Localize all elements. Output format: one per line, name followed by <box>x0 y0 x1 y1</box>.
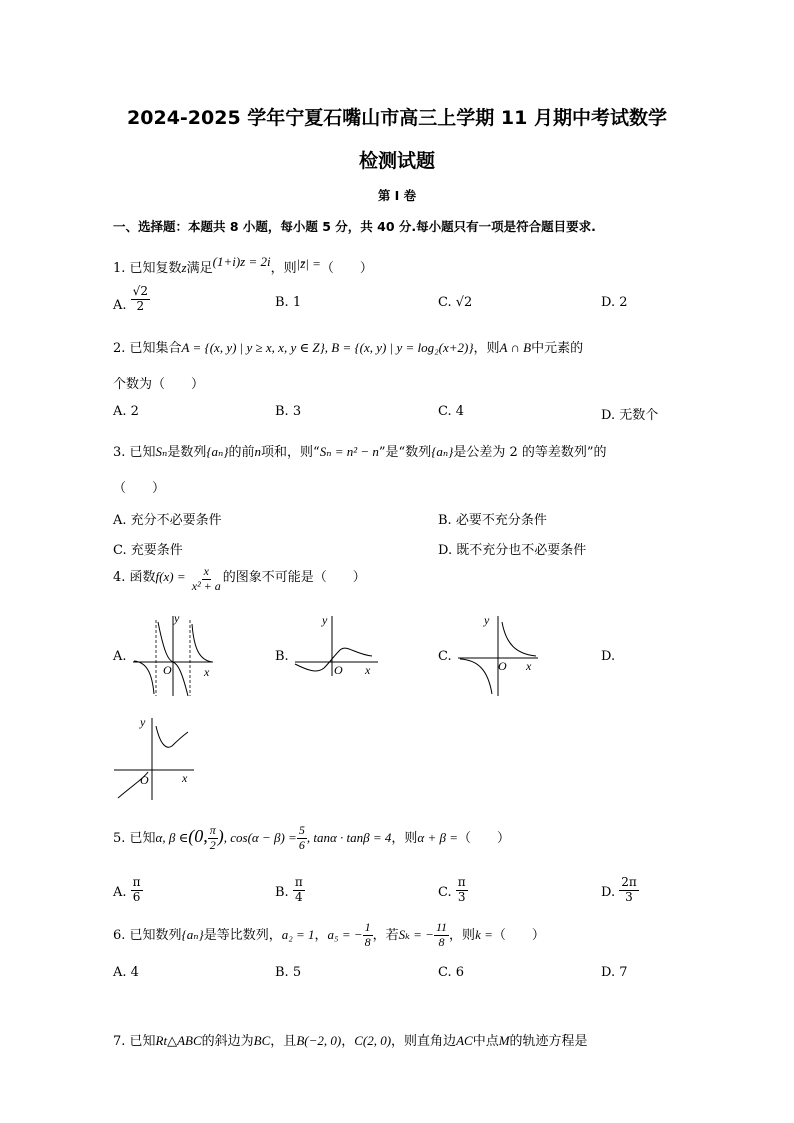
q1-option-a-frac <box>131 285 150 314</box>
q5-cos: , cos(α − β) = <box>223 829 297 845</box>
q5-paren: （ ） <box>457 830 510 846</box>
graph-b-y-label: y <box>322 613 328 627</box>
question-6 <box>113 921 545 950</box>
graph-d-x-label: x <box>182 771 188 785</box>
q4-graph-b <box>292 612 384 678</box>
q4-option-d[interactable]: D. <box>601 649 616 664</box>
q5-option-a-frac <box>131 876 143 905</box>
page-title-line2: 检测试题 <box>358 150 435 172</box>
q5-option-b-frac <box>293 876 305 905</box>
q7-text-b: 的斜边为 <box>201 1034 254 1049</box>
question-7 <box>113 1030 588 1049</box>
q2-option-b[interactable]: B. 3 <box>275 404 302 419</box>
q4-graph-c <box>454 612 546 698</box>
q7-text-e: ，则直角边 <box>391 1034 457 1049</box>
q6-text-d: ，若 <box>372 927 399 943</box>
q7-m: M <box>498 1033 510 1048</box>
q2-text-b: ，则 <box>473 341 500 356</box>
question-4 <box>113 565 366 594</box>
q2-line2: 个数为（ ） <box>113 377 205 392</box>
q5-interval-open: (0, <box>188 825 208 846</box>
q2-option-d[interactable]: D. 无数个 <box>601 408 659 423</box>
q4-text-b: 的图象不可能是（ ） <box>222 569 366 585</box>
q1-option-c-label: C. <box>438 295 452 310</box>
q1-text-a: 1. 已知复数 <box>113 261 182 276</box>
q2-formula-2: A ∩ B <box>499 340 532 355</box>
q6-k: k = <box>475 926 493 942</box>
q5-option-b[interactable] <box>275 876 305 905</box>
q6-sk-num: 11 <box>435 920 448 934</box>
q4-option-c[interactable]: C. <box>438 649 452 664</box>
question-1 <box>113 254 373 276</box>
q1-paren: （ ） <box>320 261 373 276</box>
q6-text-c: ， <box>314 927 328 943</box>
graph-c-x-label: x <box>526 659 532 673</box>
q4-text-a: 4. 函数 <box>113 569 156 585</box>
q2-text-c: 中元素的 <box>531 341 584 356</box>
q1-text-b: 满足 <box>186 261 213 276</box>
q4-graph-d <box>110 714 202 802</box>
q3-option-a[interactable]: A. 充分不必要条件 <box>113 513 222 528</box>
graph-a-curve-left <box>134 661 154 694</box>
q5-option-d-den: 3 <box>625 889 633 904</box>
q2-option-a[interactable]: A. 2 <box>113 404 139 419</box>
q5-option-a-label: A. <box>113 884 127 900</box>
graph-c-curve-right <box>502 622 536 656</box>
q5-option-a-num: π <box>132 875 141 889</box>
q3-text-e: ”是“数列 <box>378 445 432 460</box>
q3-an-2: {aₙ} <box>431 444 454 459</box>
q2-option-c[interactable]: C. 4 <box>438 404 465 419</box>
graph-c-curve-left <box>460 659 492 694</box>
q5-option-a[interactable] <box>113 876 143 905</box>
q5-option-d-frac <box>619 876 639 905</box>
q6-sk-den: 8 <box>438 934 445 949</box>
q1-option-c[interactable] <box>438 295 472 310</box>
question-3 <box>113 441 607 460</box>
q3-text-a: 3. 已知 <box>113 445 156 460</box>
graph-b-x-label: x <box>365 663 371 677</box>
q3-option-d[interactable]: D. 既不充分也不必要条件 <box>438 543 587 558</box>
section-heading: 一、选择题：本题共 8 小题，每小题 5 分，共 40 分.每小题只有一项是符合题目要求. <box>113 219 596 234</box>
q5-cos-den: 6 <box>298 837 305 852</box>
q7-text-g: 的轨迹方程是 <box>509 1034 588 1049</box>
q1-option-d[interactable]: D. 2 <box>601 295 628 310</box>
q1-option-a-den: 2 <box>136 298 145 313</box>
q6-a5-den: 8 <box>364 934 371 949</box>
q1-text-c: ，则 <box>270 261 297 276</box>
q7-b: B(−2, 0) <box>296 1033 342 1048</box>
q7-text-a: 7. 已知 <box>113 1034 156 1049</box>
graph-c-y-label: y <box>484 613 490 627</box>
q5-text-a: 5. 已知 <box>113 830 156 846</box>
q5-cos-frac <box>297 824 307 853</box>
graph-a-y-label: y <box>174 612 180 625</box>
q5-option-b-num: π <box>294 875 303 889</box>
q5-interval-frac <box>208 824 218 853</box>
q7-text-c: ，且 <box>270 1034 297 1049</box>
q3-option-c[interactable]: C. 充要条件 <box>113 543 183 558</box>
q5-cos-num: 5 <box>298 823 305 837</box>
page-title: 2024-2025 学年宁夏石嘴山市高三上学期 11 月期中考试数学 <box>127 107 667 129</box>
graph-c-origin: O <box>498 659 507 673</box>
q4-frac <box>190 565 223 594</box>
q1-option-a-label: A. <box>113 297 127 313</box>
q4-lhs: f(x) = <box>155 568 186 584</box>
q6-paren: （ ） <box>492 927 545 943</box>
q1-formula-2: |z̄| = <box>296 256 321 271</box>
q6-text-b: 是等比数列， <box>203 927 282 943</box>
q5-option-b-den: 4 <box>294 889 303 904</box>
q6-option-d[interactable]: D. 7 <box>601 965 628 980</box>
q2-formula: A = {(x, y) | y ≥ x, x, y ∈ Z}, B = {(x, y) | y = log₂(x+2)} <box>181 340 474 355</box>
graph-d-origin: O <box>140 773 149 787</box>
q6-sk: Sₖ = − <box>398 926 434 942</box>
q6-text-e: ，则 <box>449 927 476 943</box>
q1-var-z: z <box>181 260 187 275</box>
q6-a5-num: 1 <box>364 920 371 934</box>
q5-option-c-frac <box>456 876 468 905</box>
q5-tan: , tanα · tanβ = 4 <box>306 829 392 845</box>
q7-text-d: ， <box>341 1034 355 1049</box>
q1-option-c-value: √2 <box>455 295 473 310</box>
q3-n: n <box>254 444 262 459</box>
q3-text-b: 是数列 <box>167 445 207 460</box>
q1-option-a-num: √2 <box>132 284 148 298</box>
q3-text-c: 的前 <box>228 445 255 460</box>
q5-option-d-num: 2π <box>621 875 637 889</box>
q1-option-b[interactable]: B. 1 <box>275 295 302 310</box>
volume-label: 第 I 卷 <box>377 188 417 203</box>
q6-a2: a₂ = 1 <box>281 926 315 942</box>
q6-a5-frac <box>363 921 373 950</box>
q1-option-a[interactable] <box>113 285 150 314</box>
q7-ac: AC <box>456 1033 473 1048</box>
q5-option-c-num: π <box>457 875 466 889</box>
q3-text-d: 项和，则“ <box>261 445 320 460</box>
q5-option-c-den: 3 <box>457 889 466 904</box>
q3-line2: （ ） <box>113 481 166 496</box>
q6-option-a[interactable]: A. 4 <box>113 965 139 980</box>
q5-option-d[interactable] <box>601 876 639 905</box>
graph-d-y-label: y <box>140 715 146 729</box>
q3-text-f: 是公差为 2 的等差数列”的 <box>453 445 607 460</box>
graph-a-curve-right <box>192 624 212 662</box>
graph-a-origin: O <box>163 663 172 677</box>
q3-eq: Sₙ = n² − n <box>319 444 379 459</box>
q7-bc: BC <box>253 1033 271 1048</box>
q3-option-b[interactable]: B. 必要不充分条件 <box>438 513 547 528</box>
q1-formula: (1+i)z = 2i <box>212 254 271 269</box>
graph-b-origin: O <box>334 663 343 677</box>
q4-den: x² + a <box>191 578 221 593</box>
q6-option-b[interactable]: B. 5 <box>275 965 302 980</box>
q5-sum: α + β = <box>417 829 458 845</box>
q6-an: {aₙ} <box>181 926 204 942</box>
q5-interval-num: π <box>209 823 216 837</box>
question-2 <box>113 337 583 356</box>
q7-tri: Rt△ABC <box>155 1033 202 1048</box>
q5-option-c-label: C. <box>438 884 452 900</box>
q5-interval-close: ) <box>217 825 224 846</box>
q6-a5: a₅ = − <box>327 926 363 942</box>
q5-interval-den: 2 <box>209 837 216 852</box>
q5-text-b: ，则 <box>391 830 418 846</box>
q6-sk-frac <box>434 921 449 950</box>
q6-option-c[interactable]: C. 6 <box>438 965 465 980</box>
q5-ab: α, β ∈ <box>155 829 189 845</box>
question-5 <box>113 824 510 853</box>
q5-option-d-label: D. <box>601 884 616 900</box>
q4-option-b[interactable]: B. <box>275 649 289 664</box>
q6-text-a: 6. 已知数列 <box>113 927 182 943</box>
graph-a-x-label: x <box>204 665 210 679</box>
q4-num: x <box>203 564 209 578</box>
graph-d-curve-right <box>156 726 188 747</box>
q2-text-a: 2. 已知集合 <box>113 341 182 356</box>
q3-sn: Sₙ <box>155 444 168 459</box>
q7-c: C(2, 0) <box>354 1033 392 1048</box>
q4-graph-a <box>128 612 218 698</box>
q5-option-b-label: B. <box>275 884 289 900</box>
q7-text-f: 中点 <box>472 1034 499 1049</box>
q5-option-c[interactable] <box>438 876 468 905</box>
q3-an: {aₙ} <box>206 444 229 459</box>
q5-option-a-den: 6 <box>132 889 141 904</box>
q4-option-a[interactable]: A. <box>113 649 127 664</box>
